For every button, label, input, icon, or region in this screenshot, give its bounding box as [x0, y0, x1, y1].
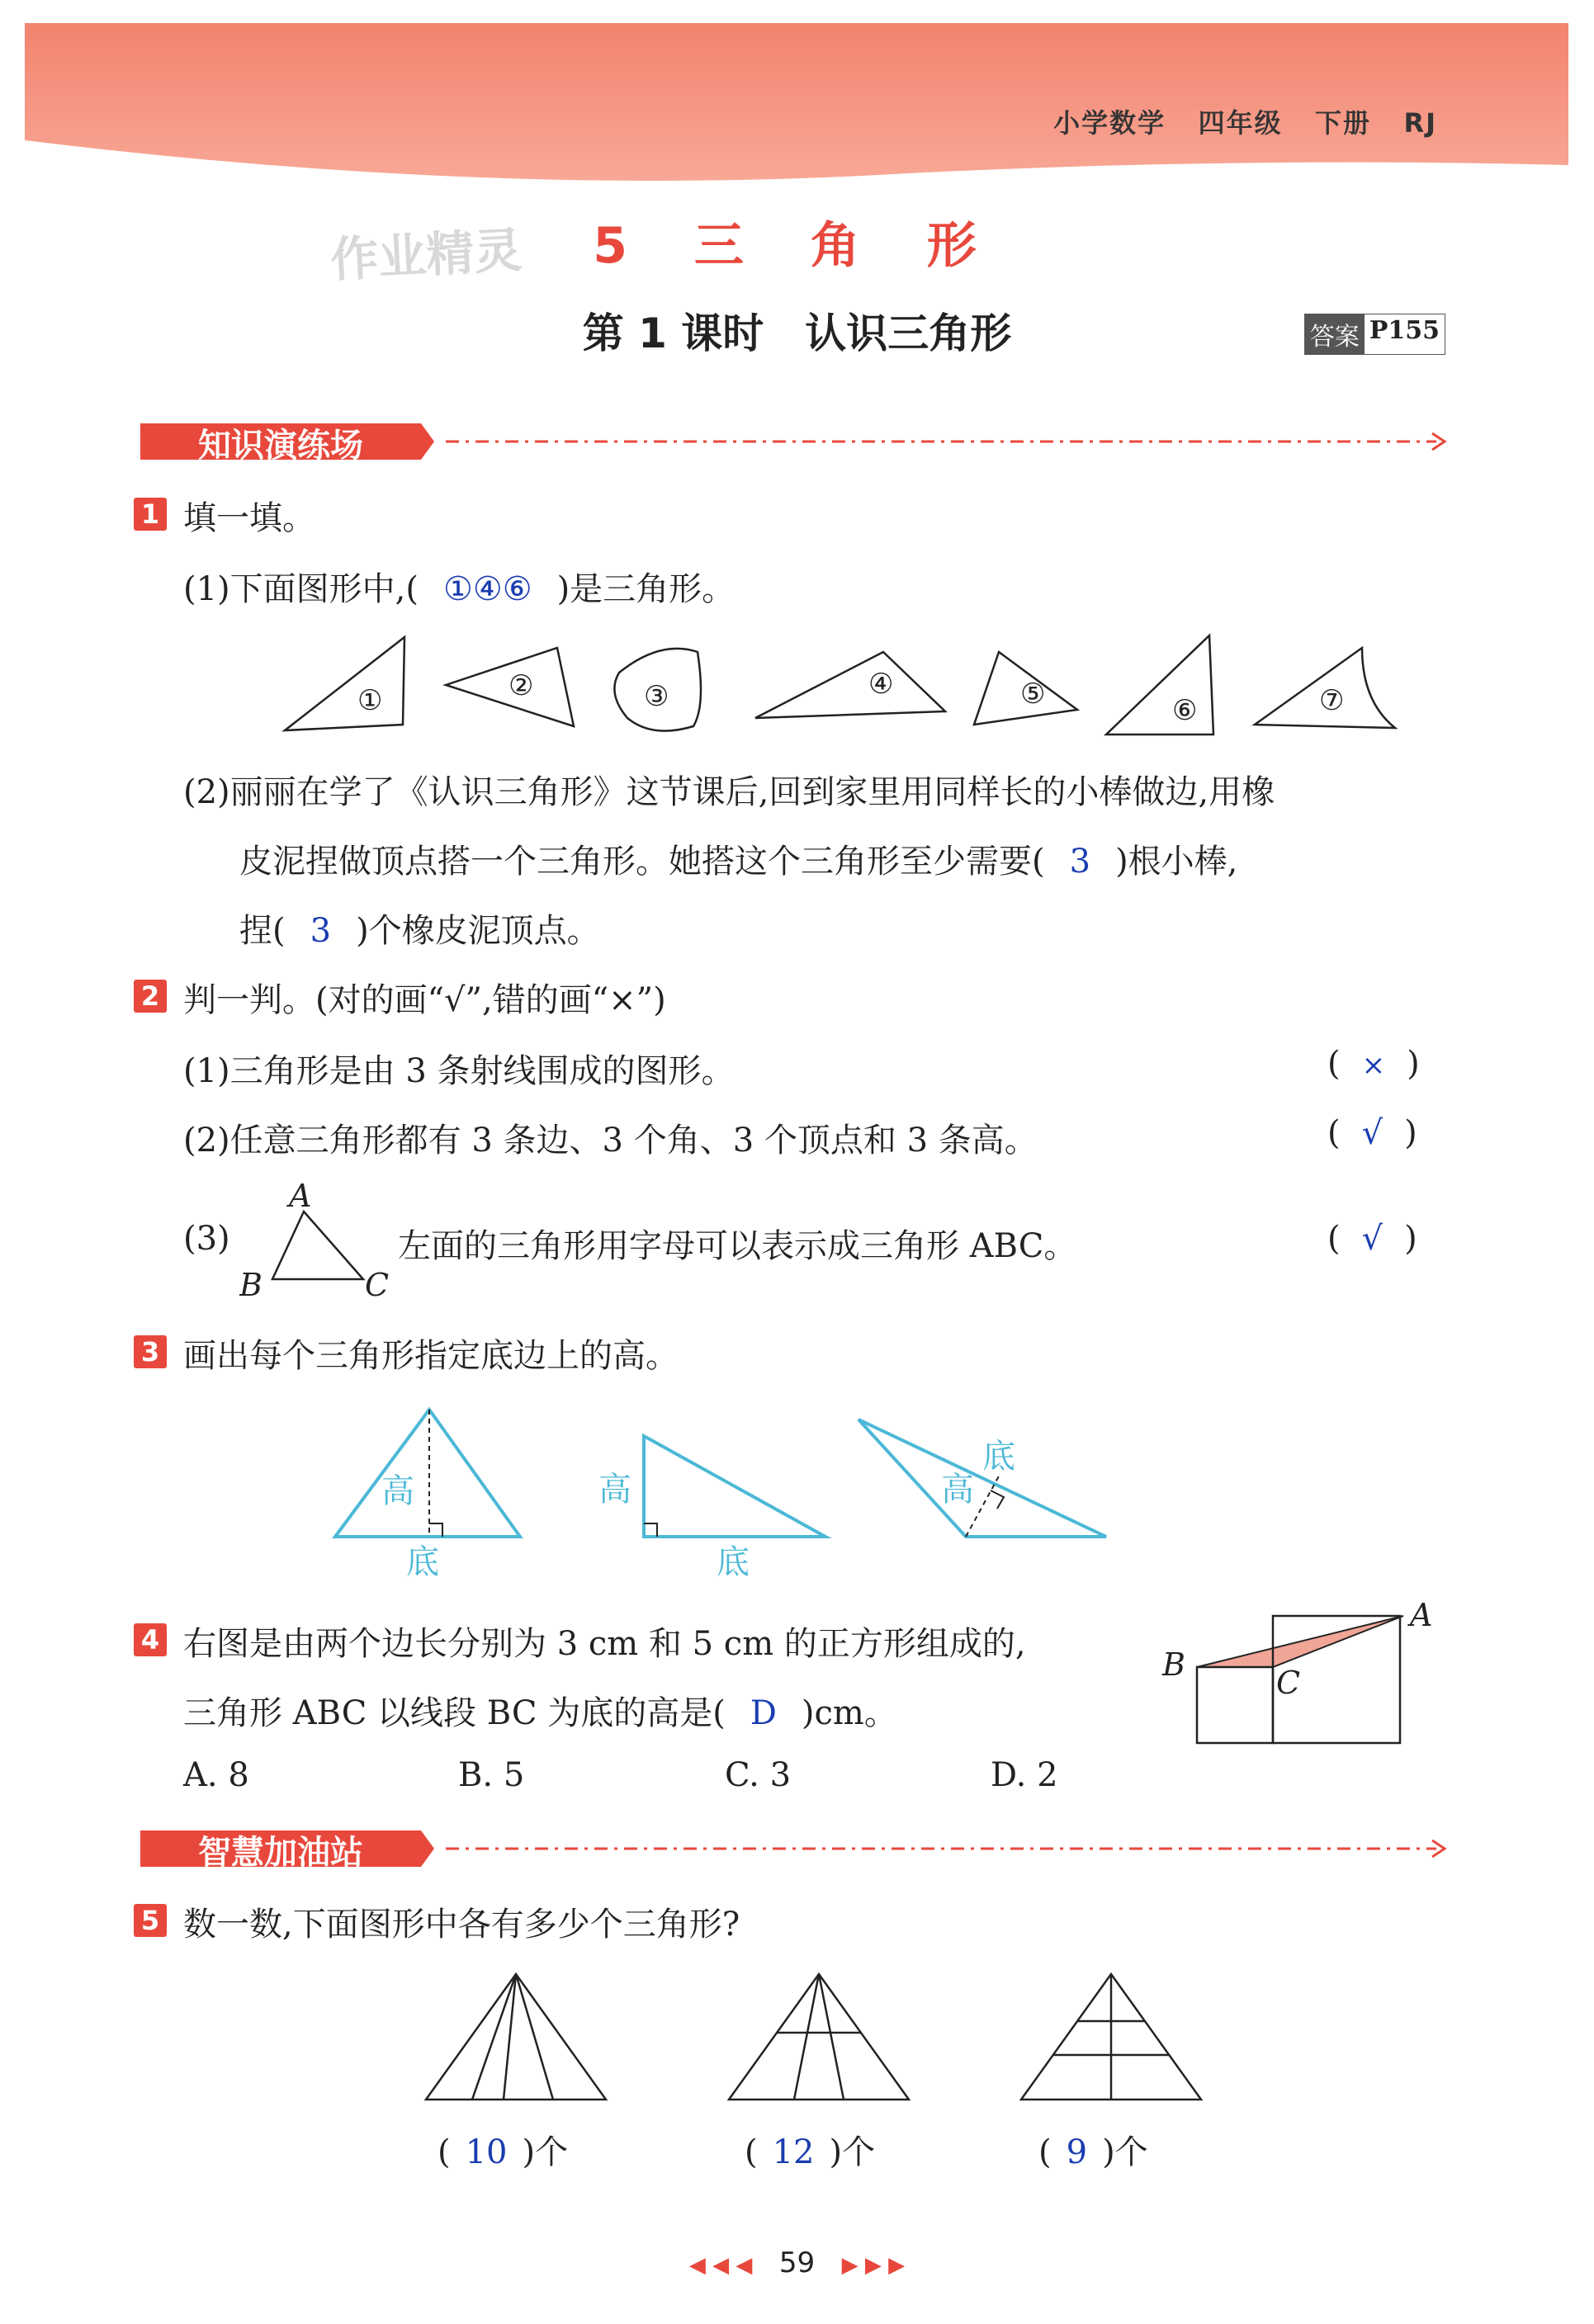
q1-title: 填一填。	[183, 499, 315, 537]
question-number-4: 4	[134, 1623, 167, 1656]
q2-item3-text: 左面的三角形用字母可以表示成三角形 ABC。	[398, 1227, 1077, 1265]
shape-label-5: ⑤	[1020, 678, 1046, 711]
q1-part1	[183, 563, 735, 610]
header-subject: 小学数学	[1053, 107, 1166, 139]
q1-part2-line2-suffix: )根小棒,	[1115, 843, 1238, 881]
header-grade: 四年级	[1198, 107, 1283, 139]
q2-item1-answer-box: ( × )	[1327, 1045, 1420, 1083]
q4-label-b: B	[1162, 1646, 1185, 1683]
shape-label-3: ③	[644, 680, 669, 713]
q5-unit-3: 个	[1114, 2133, 1148, 2171]
watermark: 作业精灵	[329, 221, 523, 289]
question-number-3: 3	[134, 1335, 167, 1368]
q2-item3-answer-box: ( √ )	[1327, 1220, 1417, 1258]
q2-label-a: A	[289, 1179, 312, 1214]
question-number-5: 5	[134, 1904, 167, 1937]
q1-part1-suffix: )是三角形。	[556, 570, 736, 608]
header-volume: 下册	[1315, 107, 1372, 139]
q1-part2-answer2: 3	[310, 912, 332, 950]
q4-option-a: A. 8	[183, 1756, 249, 1794]
next-arrows-icon: ▶ ▶ ▶	[841, 2253, 906, 2278]
q4-option-c: C. 3	[725, 1756, 792, 1794]
q1-part2-line1: (2)丽丽在学了《认识三角形》这节课后,回到家里用同样长的小棒做边,用橡	[183, 773, 1275, 811]
q1-part1-prefix: (1)下面图形中,(	[183, 570, 419, 608]
q5-answer-1: 10	[465, 2133, 508, 2171]
q3-label-height-2: 高	[598, 1471, 631, 1509]
answer-tag-page: P155	[1369, 316, 1440, 345]
shape-6	[1106, 635, 1213, 735]
question-number-1: 1	[134, 498, 167, 531]
shape-label-7: ⑦	[1319, 684, 1345, 717]
q3-triangles	[314, 1395, 1123, 1585]
prev-arrows-icon: ◀ ◀ ◀	[688, 2253, 753, 2278]
q4-label-c: C	[1276, 1665, 1301, 1701]
chapter-title: 5 三 角 形	[593, 217, 1001, 275]
q2-item3-answer: √	[1361, 1220, 1384, 1258]
q5-unit-2: 个	[842, 2133, 876, 2171]
q1-shapes	[272, 627, 1412, 743]
q2-label-c: C	[365, 1267, 390, 1302]
header-band	[0, 0, 1594, 198]
answer-tag	[1304, 314, 1445, 355]
q3-label-base-1: 底	[406, 1543, 439, 1581]
q1-part2-line2	[239, 835, 1237, 882]
q3-label-base-2: 底	[717, 1543, 750, 1581]
q1-part1-answer: ①④⑥	[442, 570, 532, 608]
answer-tag-label: 答案	[1305, 314, 1365, 354]
q3-label-height-1: 高	[381, 1472, 414, 1510]
q5-figures	[413, 1964, 1222, 2113]
q5-answer-2: 12	[772, 2133, 815, 2171]
section-title-1: 知识演练场	[198, 427, 363, 465]
q4-line2-suffix: )cm。	[801, 1694, 897, 1732]
q3-label-base-3: 底	[982, 1438, 1015, 1476]
q1-part2-line3-prefix: 捏(	[239, 912, 286, 950]
q2-label-b: B	[239, 1267, 263, 1302]
q1-part2-line3-suffix: )个橡皮泥顶点。	[356, 912, 600, 950]
q1-part2-line3	[239, 905, 600, 952]
q2-item3-prefix: (3)	[183, 1220, 230, 1258]
q5-answer-2-box: ( 12 )个	[745, 2133, 876, 2171]
q4-squares-figure	[1156, 1601, 1453, 1766]
q5-answer-1-box: ( 10 )个	[438, 2133, 569, 2171]
shape-4	[755, 652, 945, 718]
q3-label-height-3: 高	[941, 1471, 974, 1509]
q2-item1-text: (1)三角形是由 3 条射线围成的图形。	[183, 1052, 735, 1090]
q5-title: 数一数,下面图形中各有多少个三角形?	[183, 1906, 740, 1944]
q5-answer-3: 9	[1066, 2133, 1088, 2171]
page-footer	[0, 2246, 1594, 2279]
q4-line1: 右图是由两个边长分别为 3 cm 和 5 cm 的正方形组成的,	[183, 1625, 1026, 1663]
section-title-2: 智慧加油站	[198, 1834, 363, 1872]
header-edition: RJ	[1403, 107, 1437, 139]
q4-option-b: B. 5	[458, 1756, 525, 1794]
shape-1	[285, 637, 404, 730]
q2-item2-answer: √	[1361, 1114, 1384, 1152]
q4-answer: D	[750, 1694, 777, 1732]
q2-item2-text: (2)任意三角形都有 3 条边、3 个角、3 个顶点和 3 条高。	[183, 1122, 1038, 1160]
q4-line2	[183, 1687, 897, 1734]
shape-label-1: ①	[357, 684, 383, 717]
q4-label-a: A	[1410, 1601, 1433, 1633]
q2-item2-answer-box: ( √ )	[1327, 1114, 1417, 1152]
shape-label-2: ②	[508, 669, 534, 702]
q5-answer-3-box: ( 9 )个	[1038, 2133, 1148, 2171]
q3-title: 画出每个三角形指定底边上的高。	[183, 1337, 679, 1375]
shape-label-6: ⑥	[1172, 694, 1198, 727]
q1-part2-line2-prefix: 皮泥捏做顶点搭一个三角形。她搭这个三角形至少需要(	[239, 843, 1045, 881]
page-number: 59	[778, 2246, 816, 2279]
q4-line2-prefix: 三角形 ABC 以线段 BC 为底的高是(	[183, 1694, 726, 1732]
question-number-2: 2	[134, 980, 167, 1013]
q2-triangle-abc	[239, 1179, 404, 1302]
header-meta	[1053, 102, 1437, 140]
lesson-title: 第 1 课时 认识三角形	[582, 309, 1012, 357]
shape-label-4: ④	[868, 668, 894, 701]
q2-item1-answer: ×	[1361, 1049, 1386, 1082]
q2-title: 判一判。(对的画“√”,错的画“×”)	[183, 981, 666, 1019]
q1-part2-answer1: 3	[1069, 843, 1091, 881]
q5-unit-1: 个	[535, 2133, 569, 2171]
q4-option-d: D. 2	[991, 1756, 1058, 1794]
